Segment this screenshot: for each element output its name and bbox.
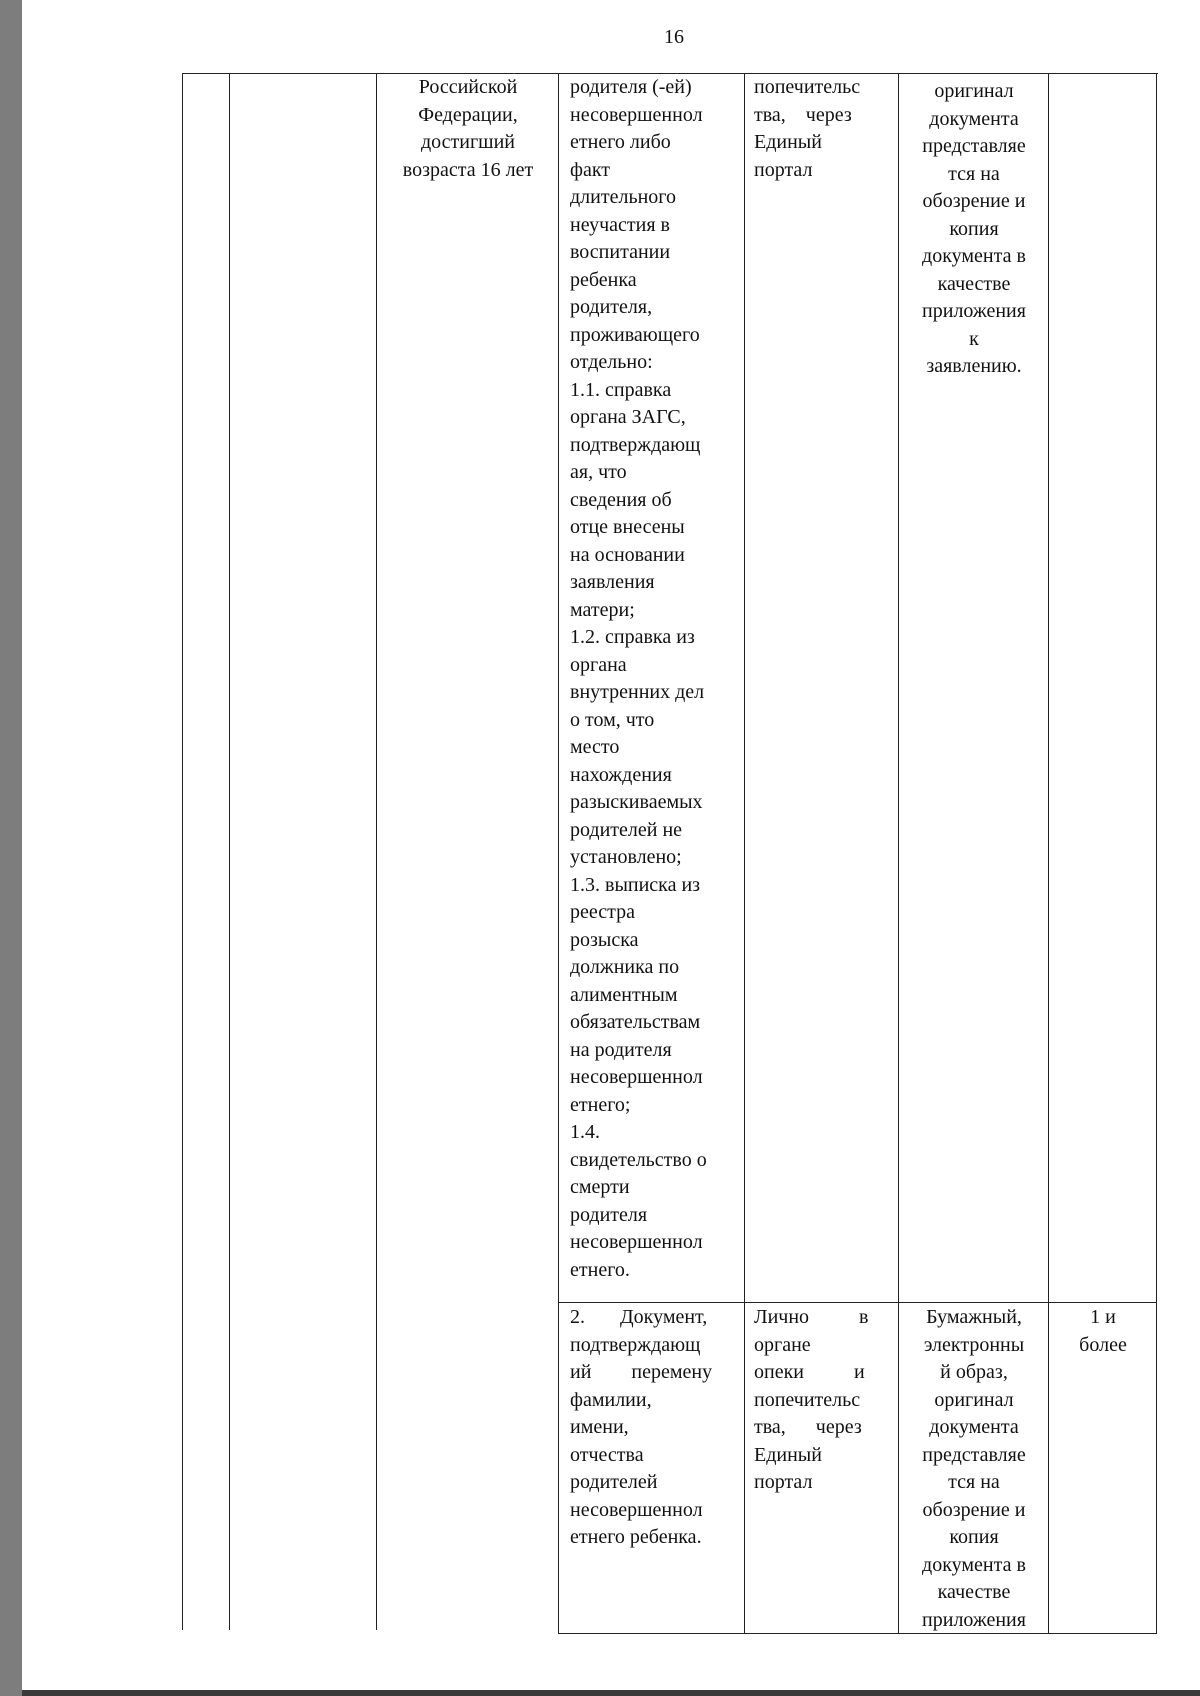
text-line: родителя xyxy=(570,1203,648,1226)
text-line: етнего ребенка. xyxy=(570,1526,702,1548)
text-line: разыскиваемых xyxy=(570,791,703,813)
text-line: 1 и xyxy=(1090,1306,1116,1328)
text-line: родителей не xyxy=(570,818,683,841)
text-line: на родителя xyxy=(570,1038,672,1061)
text-line: органа ЗАГС, xyxy=(570,406,686,428)
col-border-2 xyxy=(229,73,230,1630)
text-line: документа xyxy=(929,107,1019,130)
text-line: органа xyxy=(570,653,627,676)
row-separator xyxy=(558,1302,1157,1303)
cell-document-1 xyxy=(570,74,742,1284)
text-line: тва, через xyxy=(754,103,852,126)
text-line: копия xyxy=(949,217,999,240)
text-line: длительного xyxy=(570,186,676,208)
text-line: место xyxy=(570,736,620,758)
text-line: копия xyxy=(949,1526,999,1548)
text-line: несовершеннол xyxy=(570,1231,703,1253)
page-number: 16 xyxy=(664,26,684,48)
text-line: тся на xyxy=(948,162,1000,185)
text-line: 1.4. xyxy=(570,1121,600,1143)
text-line: й образ, xyxy=(940,1361,1008,1383)
text-line: портал xyxy=(754,1471,813,1493)
col-border-7 xyxy=(1048,73,1049,1633)
text-line: етнего. xyxy=(570,1258,630,1281)
text-line: етнего; xyxy=(570,1093,631,1116)
text-line: опеки и xyxy=(754,1361,865,1383)
text-line: к xyxy=(969,327,979,350)
col-border-8 xyxy=(1156,73,1157,1633)
text-line: проживающего xyxy=(570,323,700,346)
text-line: представляе xyxy=(922,135,1026,157)
text-line: подтверждающ xyxy=(570,1333,701,1356)
cell-form-2 xyxy=(902,1304,1046,1634)
cell-document-2 xyxy=(570,1304,742,1552)
text-line: заявлению. xyxy=(926,355,1022,377)
col-border-3 xyxy=(376,73,377,1630)
text-line: электронны xyxy=(923,1333,1025,1356)
text-line: алиментным xyxy=(570,983,678,1006)
col-border-4 xyxy=(558,73,559,1633)
text-line: родителя, xyxy=(570,296,653,318)
cell-form-1 xyxy=(902,78,1046,381)
text-line: 1.2. справка из xyxy=(570,626,695,648)
text-line: факт xyxy=(570,158,611,181)
text-line: отчества xyxy=(570,1443,644,1466)
text-line: смерти xyxy=(570,1176,630,1198)
table-bottom-border xyxy=(558,1633,1157,1634)
col-border-1 xyxy=(182,73,183,1630)
text-line: установлено; xyxy=(570,846,682,868)
text-line: сведения об xyxy=(570,488,672,511)
text-line: попечительс xyxy=(754,1388,861,1411)
text-line: неучастия в xyxy=(570,213,670,236)
text-line: отце внесены xyxy=(570,516,685,538)
text-line: документа xyxy=(929,1416,1019,1438)
text-line: оригинал xyxy=(934,80,1014,102)
cell-method-1 xyxy=(754,74,896,184)
text-line: родителя (-ей) xyxy=(570,76,692,98)
text-line: ий перемену xyxy=(570,1361,713,1383)
text-line: портал xyxy=(754,158,813,181)
text-line: матери; xyxy=(570,598,635,621)
text-line: имени, xyxy=(570,1416,629,1438)
text-line: о том, что xyxy=(570,708,655,731)
text-line: ребенка xyxy=(570,268,637,291)
text-line: воспитании xyxy=(570,241,671,263)
cell-method-2 xyxy=(754,1304,896,1497)
text-line: документа в xyxy=(922,245,1026,267)
text-line: отдельно: xyxy=(570,351,653,373)
text-line: органе xyxy=(754,1333,811,1356)
text-line: Российской xyxy=(418,76,518,98)
text-line: попечительс xyxy=(754,76,861,98)
text-line: 1.3. выписка из xyxy=(570,873,701,896)
text-line: приложения xyxy=(922,1608,1026,1631)
text-line: документа в xyxy=(922,1553,1026,1576)
text-line: на основании xyxy=(570,543,685,566)
text-line: розыска xyxy=(570,928,639,951)
text-line: нахождения xyxy=(570,763,672,786)
cell-subject xyxy=(380,74,556,184)
text-line: приложения xyxy=(922,300,1026,322)
text-line: фамилии, xyxy=(570,1388,652,1411)
text-line: несовершеннол xyxy=(570,103,703,126)
text-line: 1.1. справка xyxy=(570,378,672,401)
text-line: Единый xyxy=(754,131,822,153)
text-line: родителей xyxy=(570,1471,658,1493)
text-line: достигший xyxy=(420,131,515,153)
text-line: оригинал xyxy=(934,1388,1014,1411)
text-line: подтверждающ xyxy=(570,433,701,456)
col-border-6 xyxy=(898,73,899,1633)
text-line: заявления xyxy=(570,571,655,593)
text-line: тся на xyxy=(948,1471,1000,1493)
text-line: обозрение и xyxy=(922,1498,1026,1521)
text-line: обозрение и xyxy=(922,190,1026,212)
text-line: несовершеннол xyxy=(570,1066,703,1088)
text-line: качестве xyxy=(937,272,1011,295)
text-line: Лично в xyxy=(754,1306,869,1328)
text-line: обязательствам xyxy=(570,1011,701,1033)
text-line: свидетельство о xyxy=(570,1148,707,1171)
text-line: реестра xyxy=(570,901,635,923)
text-line: Бумажный, xyxy=(926,1306,1022,1328)
text-line: возраста 16 лет xyxy=(402,158,534,181)
text-line: качестве xyxy=(937,1581,1011,1603)
text-line: несовершеннол xyxy=(570,1498,703,1521)
text-line: етнего либо xyxy=(570,131,671,153)
scan-bottom-edge xyxy=(22,1690,1200,1696)
text-line: ая, что xyxy=(570,461,627,483)
text-line: тва, через xyxy=(754,1416,862,1438)
text-line: более xyxy=(1079,1333,1127,1356)
text-line: представляе xyxy=(922,1443,1026,1466)
cell-count-2 xyxy=(1052,1304,1154,1359)
text-line: внутренних дел xyxy=(570,681,705,703)
col-border-5 xyxy=(744,73,745,1633)
text-line: должника по xyxy=(570,956,680,978)
text-line: Федерации, xyxy=(418,103,518,126)
text-line: Единый xyxy=(754,1443,822,1466)
text-line: 2. Документ, xyxy=(570,1306,708,1328)
